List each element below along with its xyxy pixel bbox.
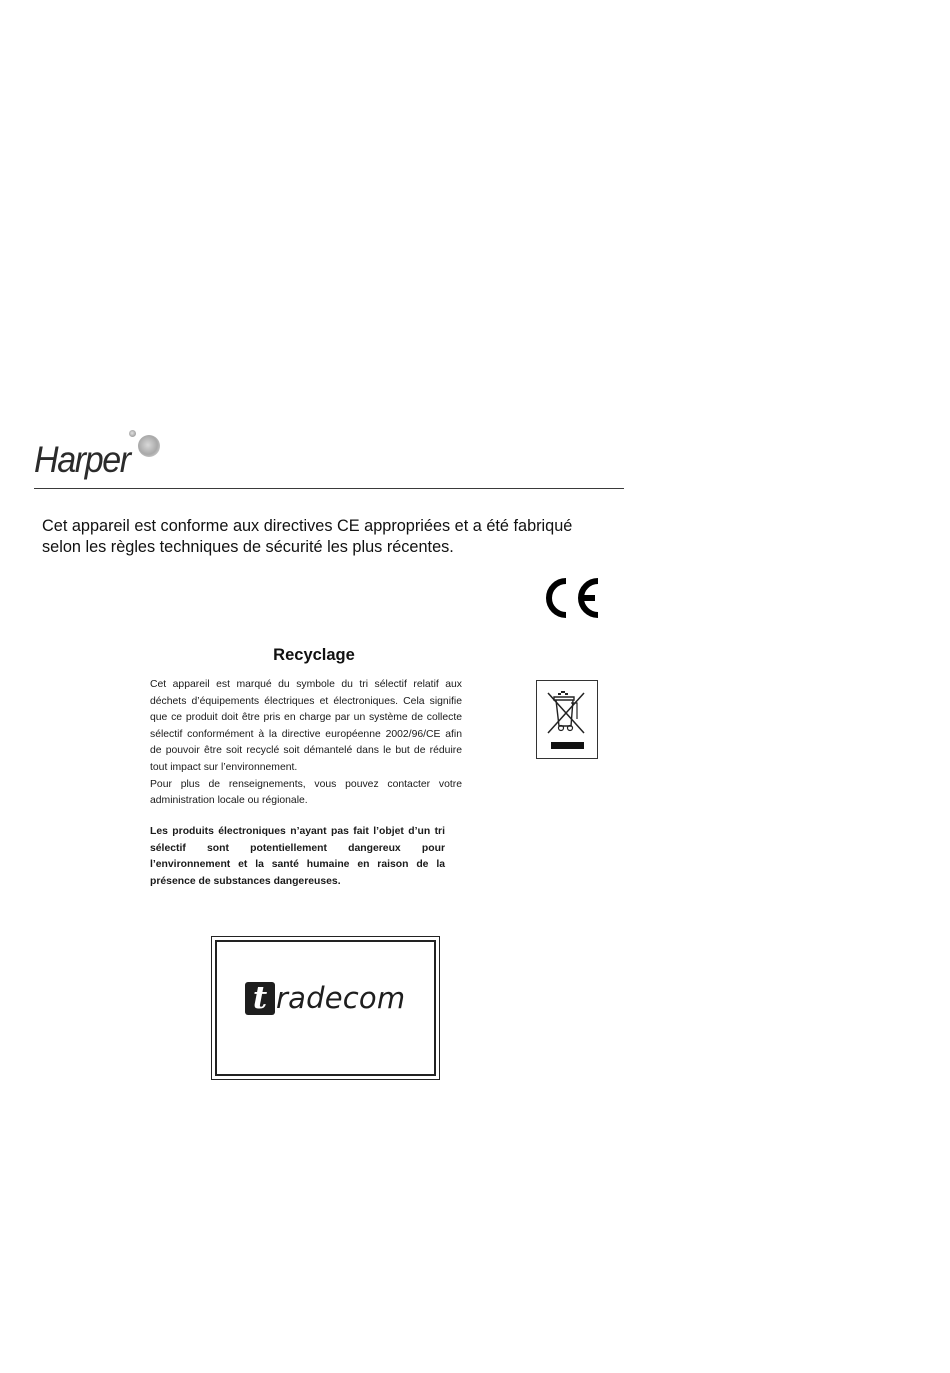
- weee-symbol-box: [536, 680, 598, 759]
- logo-dot-small: [129, 430, 136, 437]
- recycling-paragraph-1: Cet appareil est marqué du symbole du tri sélectif relatif aux déchets d’équipements électriques et électroniques. Cela signifie que ce produit doit être pris en charge par un système de collecte sélectif conformément à la directive européenne 2002/96/CE afin de pouvoir être soit recyclé soit démantelé dans le but de réduire tout impact sur l’environnement.: [150, 679, 462, 773]
- hazard-warning: [150, 824, 445, 890]
- recycling-title: Recyclage: [273, 646, 355, 664]
- compliance-line-1: Cet appareil est conforme aux directives CE appropriées et a été fabriqué: [42, 517, 573, 535]
- recycling-paragraph-2: Pour plus de renseignements, vous pouvez contacter votre administration locale ou régionale.: [150, 778, 462, 807]
- compliance-line-2: selon les règles techniques de sécurité les plus récentes.: [42, 538, 454, 556]
- logo-dot-large: [138, 435, 160, 457]
- harper-logo: [34, 427, 164, 483]
- tradecom-brand-frame: [211, 936, 440, 1080]
- logo-text: Harper: [34, 439, 130, 480]
- compliance-statement: [42, 516, 622, 558]
- crossed-out-wheelie-bin-icon: [537, 681, 597, 758]
- tradecom-logo: [245, 980, 405, 1016]
- header-divider: [34, 488, 624, 489]
- brand-name-rest: radecom: [276, 981, 406, 1015]
- hazard-warning-text: Les produits électroniques n’ayant pas fait l’objet d’un tri sélectif sont potentiellement dangereux pour l’environnement et la santé humaine en raison de la présence de substances dangereuses.: [150, 826, 445, 887]
- recycling-text: [150, 677, 462, 810]
- ce-mark-icon: [540, 575, 602, 621]
- brand-initial: t: [245, 982, 275, 1015]
